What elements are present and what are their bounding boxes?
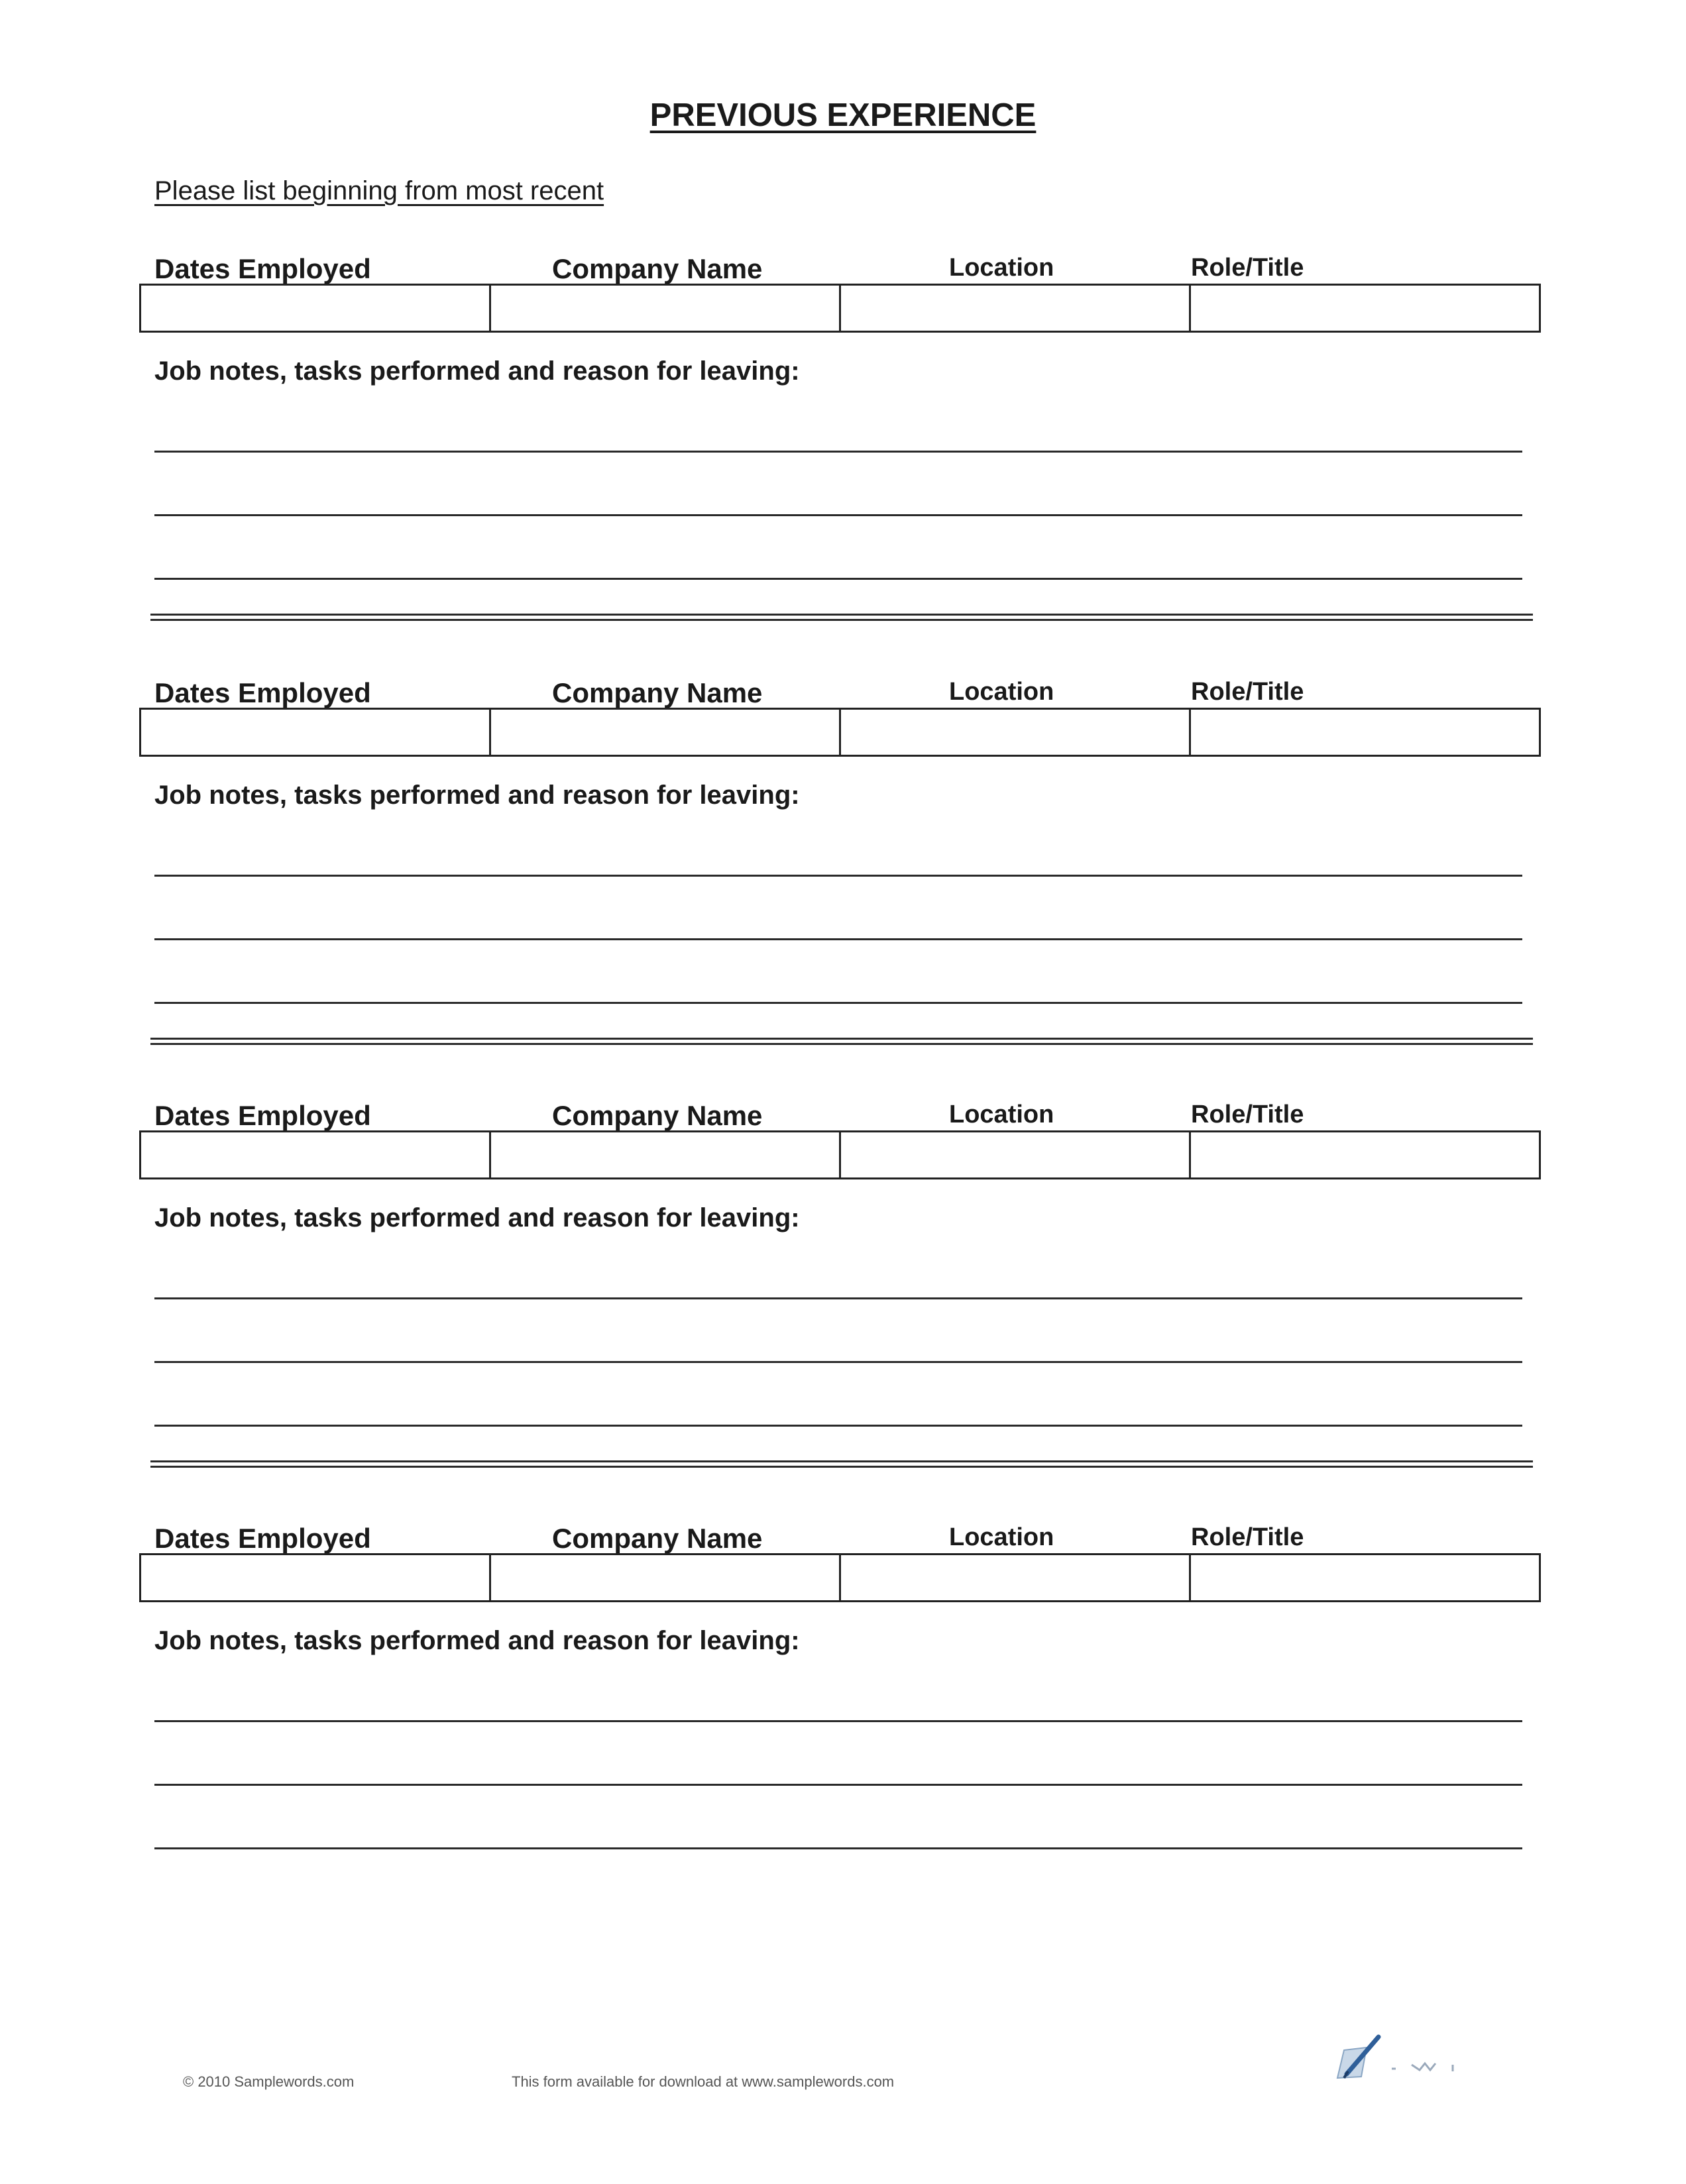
section-divider bbox=[150, 614, 1533, 621]
notes-line[interactable] bbox=[154, 1425, 1522, 1427]
location-label: Location bbox=[949, 254, 1054, 282]
entry-fields-row bbox=[139, 1553, 1541, 1602]
notes-line[interactable] bbox=[154, 875, 1522, 877]
location-label: Location bbox=[949, 1101, 1054, 1128]
notes-line[interactable] bbox=[154, 1361, 1522, 1363]
location-field[interactable] bbox=[841, 1132, 1191, 1177]
dates-employed-field[interactable] bbox=[141, 1132, 491, 1177]
pen-logo-icon bbox=[1332, 2030, 1478, 2083]
location-label: Location bbox=[949, 678, 1054, 706]
dates-employed-field[interactable] bbox=[141, 286, 491, 331]
dates-employed-label: Dates Employed bbox=[154, 1100, 371, 1131]
notes-line[interactable] bbox=[154, 451, 1522, 453]
dates-employed-field[interactable] bbox=[141, 710, 491, 755]
entry-fields-row bbox=[139, 1130, 1541, 1179]
notes-line[interactable] bbox=[154, 1847, 1522, 1849]
dates-employed-label: Dates Employed bbox=[154, 1523, 371, 1554]
role-title-label: Role/Title bbox=[1191, 1523, 1304, 1551]
experience-entry-1 bbox=[0, 250, 1686, 622]
notes-line[interactable] bbox=[154, 1784, 1522, 1786]
job-notes-label: Job notes, tasks performed and reason for leaving: bbox=[154, 781, 800, 810]
experience-entry-4 bbox=[0, 1520, 1686, 1891]
notes-line[interactable] bbox=[154, 514, 1522, 516]
company-name-field[interactable] bbox=[491, 710, 841, 755]
company-name-field[interactable] bbox=[491, 1132, 841, 1177]
company-name-label: Company Name bbox=[552, 1523, 763, 1554]
dates-employed-field[interactable] bbox=[141, 1555, 491, 1600]
notes-line[interactable] bbox=[154, 578, 1522, 580]
job-notes-label: Job notes, tasks performed and reason for leaving: bbox=[154, 1626, 800, 1655]
role-title-label: Role/Title bbox=[1191, 254, 1304, 282]
notes-line[interactable] bbox=[154, 1297, 1522, 1299]
role-title-label: Role/Title bbox=[1191, 1101, 1304, 1128]
location-label: Location bbox=[949, 1523, 1054, 1551]
intro-text: Please list beginning from most recent bbox=[154, 176, 604, 205]
section-divider bbox=[150, 1038, 1533, 1045]
dates-employed-label: Dates Employed bbox=[154, 253, 371, 284]
company-name-field[interactable] bbox=[491, 286, 841, 331]
role-title-field[interactable] bbox=[1191, 710, 1539, 755]
footer-copyright: © 2010 Samplewords.com bbox=[183, 2073, 355, 2090]
company-name-field[interactable] bbox=[491, 1555, 841, 1600]
job-notes-label: Job notes, tasks performed and reason for leaving: bbox=[154, 356, 800, 386]
company-name-label: Company Name bbox=[552, 253, 763, 284]
location-field[interactable] bbox=[841, 1555, 1191, 1600]
footer-availability: This form available for download at www.samplewords.com bbox=[512, 2073, 895, 2090]
job-notes-label: Job notes, tasks performed and reason for leaving: bbox=[154, 1203, 800, 1232]
role-title-label: Role/Title bbox=[1191, 678, 1304, 706]
role-title-field[interactable] bbox=[1191, 1132, 1539, 1177]
dates-employed-label: Dates Employed bbox=[154, 677, 371, 708]
experience-entry-3 bbox=[0, 1097, 1686, 1468]
notes-line[interactable] bbox=[154, 938, 1522, 940]
location-field[interactable] bbox=[841, 286, 1191, 331]
notes-line[interactable] bbox=[154, 1720, 1522, 1722]
company-name-label: Company Name bbox=[552, 1100, 763, 1131]
section-divider bbox=[150, 1460, 1533, 1468]
experience-entry-2 bbox=[0, 675, 1686, 1046]
entry-fields-row bbox=[139, 284, 1541, 333]
entry-fields-row bbox=[139, 708, 1541, 757]
notes-line[interactable] bbox=[154, 1002, 1522, 1004]
page-title: PREVIOUS EXPERIENCE bbox=[649, 97, 1037, 133]
location-field[interactable] bbox=[841, 710, 1191, 755]
company-name-label: Company Name bbox=[552, 677, 763, 708]
role-title-field[interactable] bbox=[1191, 286, 1539, 331]
role-title-field[interactable] bbox=[1191, 1555, 1539, 1600]
